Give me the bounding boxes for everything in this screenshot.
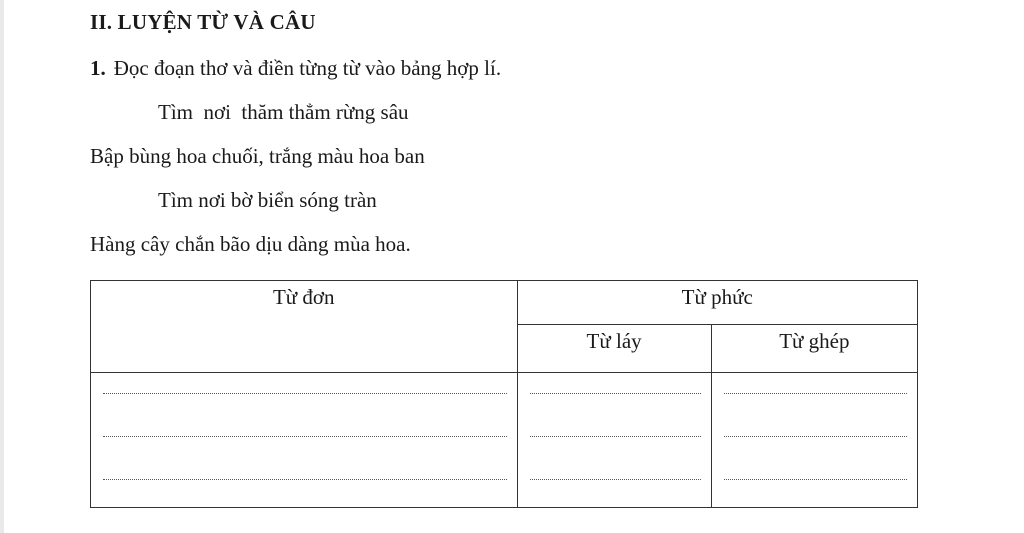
dotted-line: [724, 418, 907, 437]
poem-line-2: Bập bùng hoa chuối, trắng màu hoa ban: [90, 144, 425, 168]
dotted-line: [724, 375, 907, 394]
header-compound-word: Từ ghép: [711, 325, 917, 373]
dotted-line: [103, 418, 507, 437]
section-title: II. LUYỆN TỪ VÀ CÂU: [90, 10, 316, 34]
answer-cell-single-word[interactable]: [91, 373, 518, 508]
table-answer-row: [91, 373, 918, 508]
dotted-line: [530, 375, 701, 394]
exercise-text: Đọc đoạn thơ và điền từng từ vào bảng hợp lí.: [113, 56, 502, 80]
dotted-line: [724, 461, 907, 480]
exercise-number: 1.: [90, 56, 106, 80]
dotted-line: [530, 418, 701, 437]
answer-cell-reduplicative-word[interactable]: [517, 373, 711, 508]
header-single-word: Từ đơn: [91, 281, 518, 373]
header-reduplicative-word: Từ láy: [517, 325, 711, 373]
poem-line-4: Hàng cây chắn bão dịu dàng mùa hoa.: [90, 232, 411, 256]
poem-line-3: Tìm nơi bờ biển sóng tràn: [158, 188, 377, 212]
dotted-line: [530, 461, 701, 480]
page-left-edge: [0, 0, 4, 533]
poem-line-1: Tìm nơi thăm thẳm rừng sâu: [158, 100, 409, 124]
header-complex-word: Từ phức: [517, 281, 918, 325]
dotted-line: [103, 375, 507, 394]
exercise-instruction: [90, 56, 501, 81]
answer-cell-compound-word[interactable]: [711, 373, 917, 508]
word-classification-table: [90, 280, 918, 508]
dotted-line: [103, 461, 507, 480]
table-header-row-1: [91, 281, 918, 325]
